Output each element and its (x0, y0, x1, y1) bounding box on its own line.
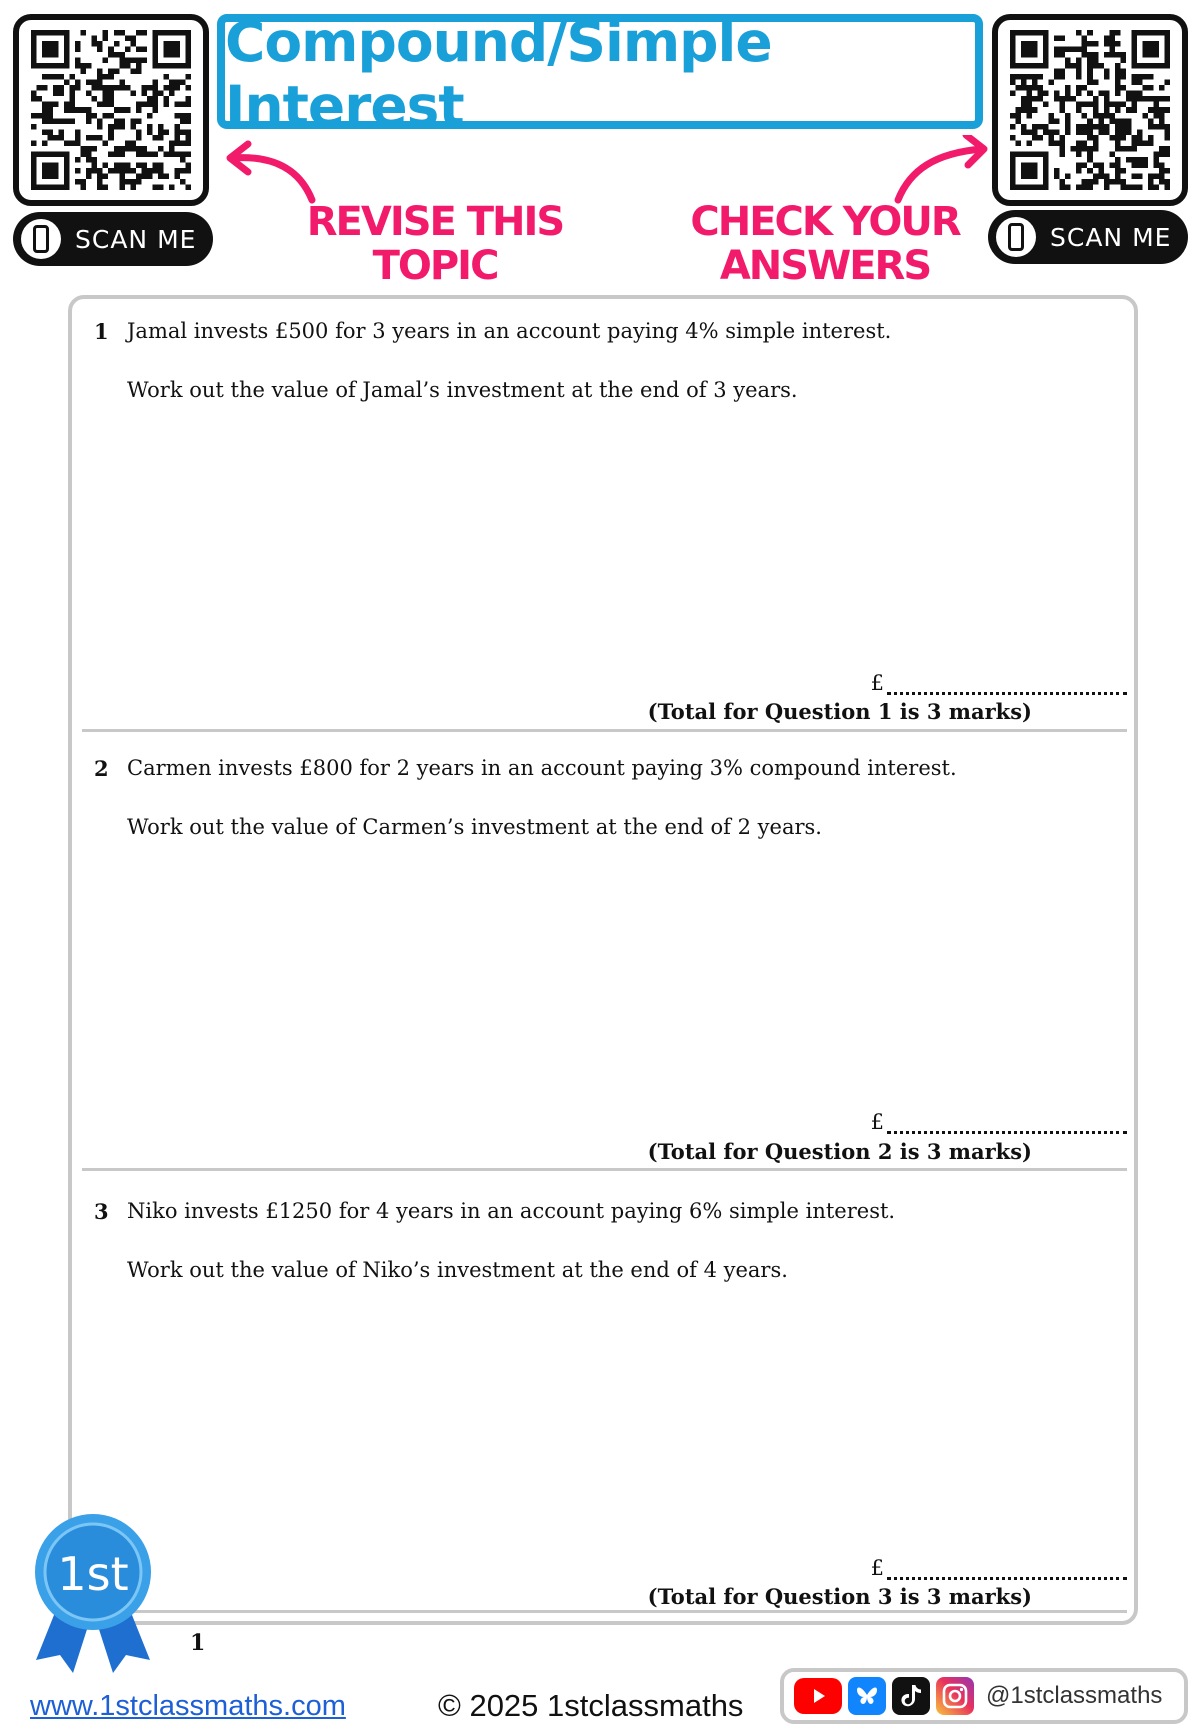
question-divider (82, 1610, 1127, 1613)
question-number: 3 (94, 1199, 109, 1224)
currency-symbol: £ (870, 671, 884, 695)
question-text: Niko invests £1250 for 4 years in an account paying 6% simple interest. (127, 1199, 896, 1223)
marks-total: (Total for Question 1 is 3 marks) (647, 699, 1032, 724)
qr-code-revise[interactable] (13, 14, 209, 206)
qr-code-icon (1008, 30, 1172, 190)
question-prompt: Work out the value of Niko’s investment at the end of 4 years. (127, 1258, 788, 1282)
qr-code-icon (29, 30, 193, 190)
question-1 (82, 299, 1127, 731)
question-prompt: Work out the value of Carmen’s investment at the end of 2 years. (127, 815, 822, 839)
question-prompt: Work out the value of Jamal’s investment at the end of 3 years. (127, 378, 798, 402)
marks-total: (Total for Question 2 is 3 marks) (647, 1139, 1032, 1164)
question-divider (82, 729, 1127, 732)
qr-code-answers[interactable] (992, 14, 1188, 206)
answer-dotted-line (887, 1120, 1127, 1134)
page-title: Compound/Simple Interest (225, 9, 772, 138)
tiktok-icon[interactable] (892, 1677, 930, 1715)
question-number: 2 (94, 756, 109, 781)
currency-symbol: £ (870, 1110, 884, 1134)
social-links (780, 1668, 1188, 1724)
page-number: 1 (190, 1630, 206, 1656)
youtube-icon[interactable] (794, 1678, 842, 1714)
badge-label: 1st (57, 1547, 129, 1601)
check-answers-label: CHECK YOUR ANSWERS (690, 199, 960, 289)
question-text: Carmen invests £800 for 2 years in an account paying 3% compound interest. (127, 756, 957, 780)
website-link[interactable]: www.1stclassmaths.com (30, 1690, 346, 1722)
phone-icon (996, 217, 1036, 257)
scan-me-label: SCAN ME (1050, 222, 1172, 252)
answer-dotted-line (887, 681, 1127, 695)
social-handle[interactable]: @1stclassmaths (986, 1682, 1163, 1709)
answer-field[interactable] (871, 1110, 1127, 1134)
phone-icon (21, 219, 61, 259)
bluesky-icon[interactable] (848, 1677, 886, 1715)
answer-dotted-line (887, 1566, 1127, 1580)
currency-symbol: £ (870, 1556, 884, 1580)
question-divider (82, 1168, 1127, 1171)
question-2 (82, 736, 1127, 1174)
answer-field[interactable] (871, 671, 1127, 695)
marks-total: (Total for Question 3 is 3 marks) (647, 1584, 1032, 1609)
scan-me-label: SCAN ME (75, 224, 197, 254)
question-3 (82, 1179, 1127, 1622)
scan-me-badge-right (988, 210, 1188, 264)
question-text: Jamal invests £500 for 3 years in an account paying 4% simple interest. (127, 319, 892, 343)
title-banner (217, 9, 983, 138)
instagram-icon[interactable] (936, 1677, 974, 1715)
questions-frame (68, 295, 1138, 1625)
copyright-text: © 2025 1stclassmaths (438, 1688, 744, 1723)
question-number: 1 (94, 319, 109, 344)
arrow-icon (220, 140, 320, 205)
answer-field[interactable] (871, 1556, 1127, 1580)
revise-topic-label: REVISE THIS TOPIC (306, 199, 564, 289)
arrow-icon (890, 135, 995, 205)
rosette-badge-icon (28, 1510, 158, 1675)
scan-me-badge-left (13, 212, 213, 266)
